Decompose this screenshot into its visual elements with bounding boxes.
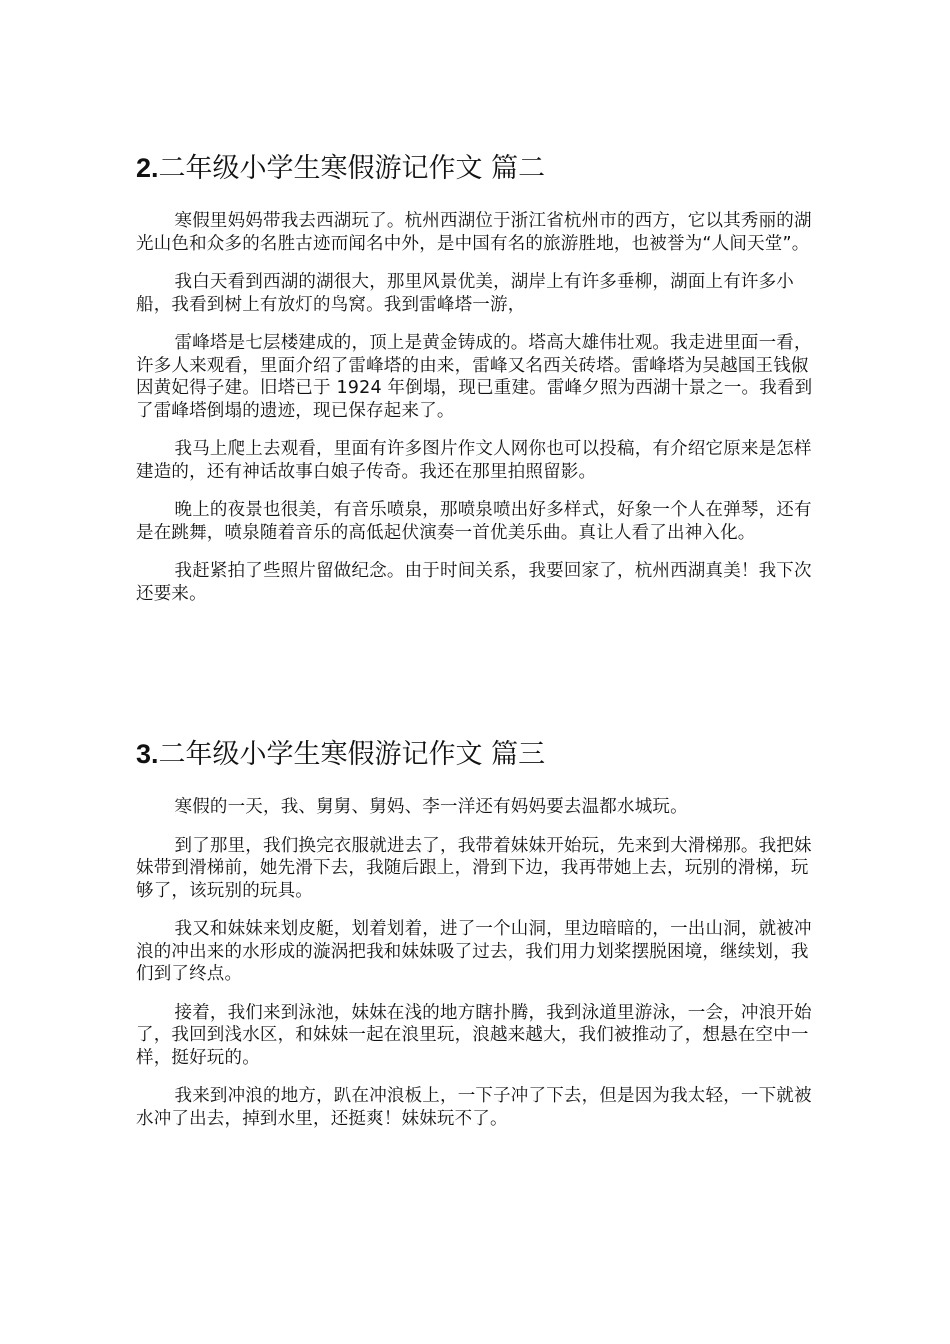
- paragraph: 晚上的夜景也很美，有音乐喷泉，那喷泉喷出好多样式，好象一个人在弹琴，还有是在跳舞，喷泉随着音乐的高低起伏演奏一首优美乐曲。真让人看了出神入化。: [136, 500, 812, 543]
- section-heading: [136, 736, 818, 773]
- paragraph: 我白天看到西湖的湖很大，那里风景优美，湖岸上有许多垂柳，湖面上有许多小船，我看到树上有放灯的鸟窝。我到雷峰塔一游，: [136, 272, 794, 315]
- section-number: 3.: [136, 739, 159, 769]
- section-title: 二年级小学生寒假游记作文 篇二: [158, 153, 546, 184]
- section-number: 2.: [136, 153, 159, 183]
- section-title: 二年级小学生寒假游记作文 篇三: [158, 739, 546, 770]
- paragraph: 接着，我们来到泳池，妹妹在浅的地方瞎扑腾，我到泳道里游泳，一会，冲浪开始了，我回到浅水区，和妹妹一起在浪里玩，浪越来越大，我们被推动了，想悬在空中一样，挺好玩的。: [136, 1002, 812, 1068]
- section-heading: [136, 150, 818, 187]
- paragraph: 我来到冲浪的地方，趴在冲浪板上，一下子冲了下去，但是因为我太轻，一下就被水冲了出去，掉到水里，还挺爽！妹妹玩不了。: [136, 1086, 812, 1129]
- paragraph: 寒假的一天，我、舅舅、舅妈、李一洋还有妈妈要去温都水城玩。: [174, 797, 688, 817]
- paragraph: 到了那里，我们换完衣服就进去了，我带着妹妹开始玩，先来到大滑梯那。我把妹妹带到滑梯前，她先滑下去，我随后跟上，滑到下边，我再带她上去，玩别的滑梯，玩够了，该玩别的玩具。: [136, 835, 812, 901]
- paragraph: 寒假里妈妈带我去西湖玩了。杭州西湖位于浙江省杭州市的西方，它以其秀丽的湖光山色和众多的名胜古迹而闻名中外，是中国有名的旅游胜地，也被誉为“人间天堂”。: [136, 211, 812, 254]
- paragraph: 我又和妹妹来划皮艇，划着划着，进了一个山洞，里边暗暗的，一出山洞，就被冲浪的冲出来的水形成的漩涡把我和妹妹吸了过去，我们用力划桨摆脱困境，继续划，我们到了终点。: [136, 919, 812, 984]
- essay-section-3: [136, 736, 818, 1146]
- paragraph: 我马上爬上去观看，里面有许多图片作文人网你也可以投稿，有介绍它原来是怎样建造的，还有神话故事白娘子传奇。我还在那里拍照留影。: [136, 439, 812, 482]
- paragraph: 我赶紧拍了些照片留做纪念。由于时间关系，我要回家了，杭州西湖真美！我下次还要来。: [136, 561, 812, 604]
- essay-section-2: [136, 150, 818, 621]
- paragraph: 雷峰塔是七层楼建成的，顶上是黄金铸成的。塔高大雄伟壮观。我走进里面一看，许多人来观看，里面介绍了雷峰塔的由来，雷峰又名西关砖塔。雷峰塔为吴越国王钱俶因黄妃得子建。旧塔已于 1924 年倒塌，现已重建。雷峰夕照为西湖十景之一。我看到了雷峰塔倒塌的遗迹，现已保存起来了。: [136, 333, 813, 421]
